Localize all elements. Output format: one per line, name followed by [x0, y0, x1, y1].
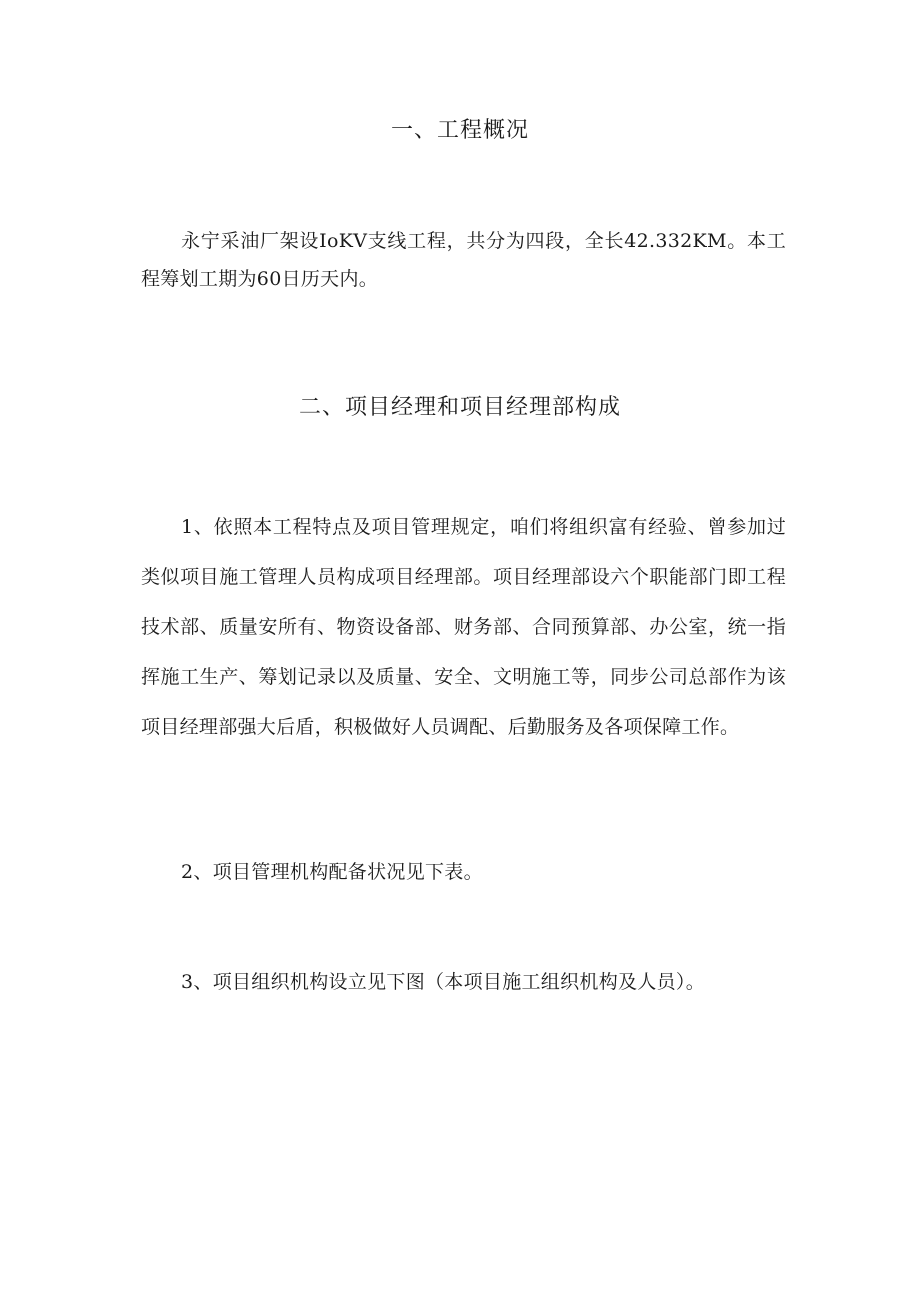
paragraph-department-structure: 1、依照本工程特点及项目管理规定，咱们将组织富有经验、曾参加过类似项目施工管理人员构成项目经理部。项目经理部设六个职能部门即工程技术部、质量安所有、物资设备部、财务部、合同预算部、办公室，统一指挥施工生产、筹划记录以及质量、安全、文明施工等，同步公司总部作为该项目经理部强大后盾，积极做好人员调配、后勤服务及各项保障工作。	[141, 516, 786, 738]
paragraph-org-chart-note: 3、项目组织机构设立见下图（本项目施工组织机构及人员）。	[181, 971, 705, 993]
paragraph-staffing-table-note: 2、项目管理机构配备状况见下表。	[181, 861, 483, 883]
paragraph-project-overview: 永宁采油厂架设IoKV支线工程，共分为四段，全长42.332KM。本工程筹划工期为60日历天内。	[141, 230, 786, 290]
section-title-project-overview: 一、工程概况	[390, 118, 529, 143]
section-title-project-manager-department: 二、项目经理和项目经理部构成	[298, 395, 621, 420]
